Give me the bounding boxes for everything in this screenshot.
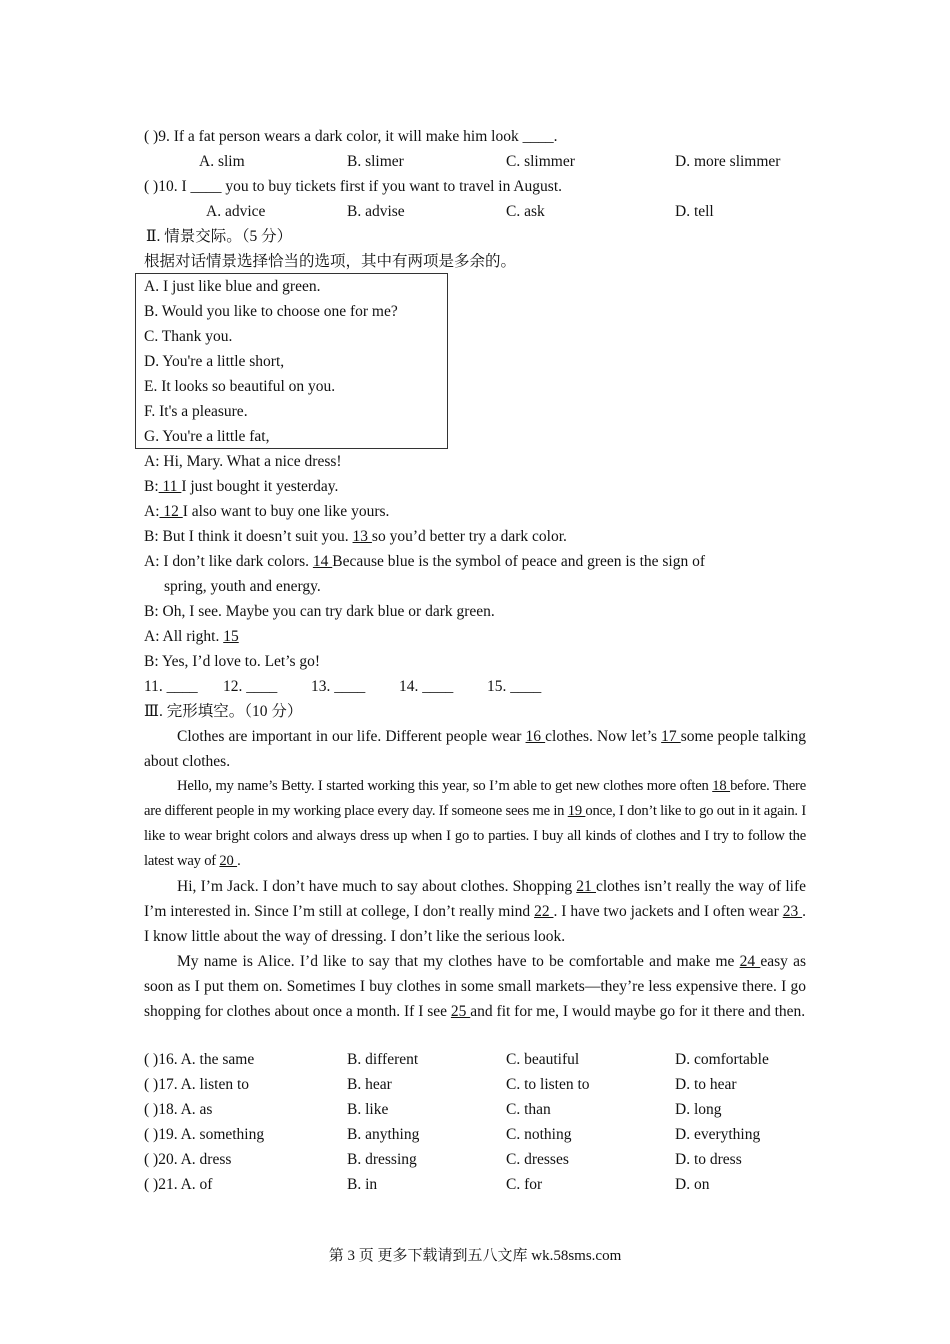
q17-stem: ( )17. A. listen to: [144, 1076, 250, 1093]
text: My name is Alice. I’d like to say that my clothes have to be comfortable and make me: [177, 953, 740, 970]
text: easy as soon as I put them on. Sometimes I buy clothes in some small markets—they’re less expensive there. I go shopping for clothes about once a month. If I see: [144, 953, 807, 1020]
paragraph-4: [144, 949, 806, 1024]
dialogue-line-4: [144, 524, 567, 549]
q10-option-c: C. ask: [506, 203, 545, 220]
q20-option-d: D. to dress: [675, 1151, 742, 1168]
blank-12: 12: [159, 503, 183, 520]
q20-stem: ( )20. A. dress: [144, 1151, 232, 1168]
q19-stem: ( )19. A. something: [144, 1126, 265, 1143]
text: . I have two jackets and I often wear: [553, 903, 783, 920]
q21-stem: ( )21. A. of: [144, 1176, 213, 1193]
text: Hello, my name’s Betty. I started working this year, so I’m able to get new clothes more often: [177, 778, 713, 794]
speaker: A:: [144, 503, 160, 520]
dialogue-line-5: [144, 549, 705, 574]
speaker: B:: [144, 478, 159, 495]
q16-option-d: D. comfortable: [675, 1051, 769, 1068]
text: some people talking about clothes.: [144, 728, 807, 770]
blank-11: 11: [158, 478, 182, 495]
q10-option-d: D. tell: [675, 203, 714, 220]
paragraph-1: [144, 724, 806, 774]
answer-15: 15. ____: [487, 678, 542, 695]
section-3-heading: Ⅲ. 完形填空。（10 分）: [144, 703, 303, 720]
section-2-instruction: 根据对话情景选择恰当的选项，其中有两项是多余的。: [144, 253, 517, 270]
q18-option-c: C. than: [506, 1101, 551, 1118]
q16-option-b: B. different: [347, 1051, 419, 1068]
text: before. There are different people in my working place every day. If someone sees me in: [144, 778, 806, 819]
q19-option-d: D. everything: [675, 1126, 761, 1143]
blank-18: 18: [712, 778, 731, 794]
dialogue-text: A: All right.: [144, 628, 224, 645]
dialogue-line-6: B: Oh, I see. Maybe you can try dark blue or dark green.: [144, 603, 495, 620]
q21-option-c: C. for: [506, 1176, 543, 1193]
page-footer: 第 3 页 更多下载请到五八文库 wk.58sms.com: [328, 1248, 622, 1264]
dialogue-line-3: [144, 499, 389, 524]
blank-21: 21: [576, 878, 596, 895]
option-e: E. It looks so beautiful on you.: [144, 378, 336, 395]
q20-option-b: B. dressing: [347, 1151, 417, 1168]
answer-11: 11. ____: [144, 678, 198, 695]
dialogue-text: Because blue is the symbol of peace and green is the sign of: [332, 553, 706, 570]
q10-option-a: A. advice: [206, 203, 266, 220]
blank-13: 13: [352, 528, 372, 545]
text: . I know little about the way of dressing. I don’t like the serious look.: [144, 903, 806, 945]
blank-19: 19: [567, 803, 586, 819]
q9-option-c: C. slimmer: [506, 153, 575, 170]
dialogue-line-8: B: Yes, I’d love to. Let’s go!: [144, 653, 321, 670]
text: Clothes are important in our life. Different people wear: [177, 728, 526, 745]
dialogue-line-2: [144, 474, 338, 499]
text: and fit for me, I would maybe go for it there and then.: [470, 1003, 806, 1020]
option-g: G. You're a little fat,: [144, 428, 270, 445]
blank-23: 23: [782, 903, 803, 920]
blank-17: 17: [661, 728, 681, 745]
blank-14: 14: [312, 553, 333, 570]
q21-option-b: B. in: [347, 1176, 378, 1193]
paragraph-3: [144, 874, 806, 949]
option-d: D. You're a little short,: [144, 353, 285, 370]
q21-option-d: D. on: [675, 1176, 710, 1193]
q9-option-b: B. slimer: [347, 153, 404, 170]
dialogue-text: B: But I think it doesn’t suit you.: [144, 528, 353, 545]
dialogue-text: so you’d better try a dark color.: [371, 528, 567, 545]
q9-option-d: D. more slimmer: [675, 153, 781, 170]
dialogue-text: A: I don’t like dark colors.: [144, 553, 313, 570]
text: clothes. Now let’s: [545, 728, 662, 745]
answer-12: 12. ____: [223, 678, 278, 695]
q17-option-b: B. hear: [347, 1076, 392, 1093]
q17-option-c: C. to listen to: [506, 1076, 590, 1093]
text: clothes isn’t really the way of life I’m interested in. Since I’m still at college, I don’t really mind: [144, 878, 807, 920]
q9-option-a: A. slim: [199, 153, 245, 170]
q20-option-c: C. dresses: [506, 1151, 569, 1168]
paragraph-2: [144, 774, 806, 874]
dialogue-text: I just bought it yesterday.: [181, 478, 339, 495]
cloze-passage: [144, 724, 806, 1024]
q19-option-c: C. nothing: [506, 1126, 572, 1143]
q18-option-d: D. long: [675, 1101, 722, 1118]
blank-22: 22: [534, 903, 554, 920]
section-2-heading: Ⅱ. 情景交际。（5 分）: [146, 228, 293, 245]
option-a: A. I just like blue and green.: [144, 278, 321, 295]
blank-25: 25: [450, 1003, 471, 1020]
blank-16: 16: [525, 728, 546, 745]
option-f: F. It's a pleasure.: [144, 403, 248, 420]
q17-option-d: D. to hear: [675, 1076, 737, 1093]
option-b: B. Would you like to choose one for me?: [144, 303, 398, 320]
dialogue-line-1: A: Hi, Mary. What a nice dress!: [144, 453, 342, 470]
blank-24: 24: [739, 953, 761, 970]
text: once, I don’t like to go out in it again. I like to wear bright colors and always dress up when I go to parties. I buy all kinds of clothes and I try to follow the latest way of: [144, 803, 806, 869]
answer-13: 13. ____: [311, 678, 366, 695]
q18-stem: ( )18. A. as: [144, 1101, 213, 1118]
q19-option-b: B. anything: [347, 1126, 420, 1143]
text: Hi, I’m Jack. I don’t have much to say about clothes. Shopping: [177, 878, 577, 895]
dialogue-line-5-cont: spring, youth and energy.: [164, 578, 321, 595]
answer-14: 14. ____: [399, 678, 454, 695]
q9-stem: ( )9. If a fat person wears a dark color, it will make him look ____.: [144, 128, 558, 145]
text: .: [237, 853, 241, 869]
dialogue-text: I also want to buy one like yours.: [182, 503, 390, 520]
dialogue-line-7: [144, 624, 239, 649]
blank-20: 20: [219, 853, 238, 869]
q10-stem: ( )10. I ____ you to buy tickets first if you want to travel in August.: [144, 178, 563, 195]
blank-15: 15: [223, 628, 239, 645]
q16-stem: ( )16. A. the same: [144, 1051, 255, 1068]
q18-option-b: B. like: [347, 1101, 389, 1118]
option-c: C. Thank you.: [144, 328, 233, 345]
q10-option-b: B. advise: [347, 203, 405, 220]
q16-option-c: C. beautiful: [506, 1051, 580, 1068]
